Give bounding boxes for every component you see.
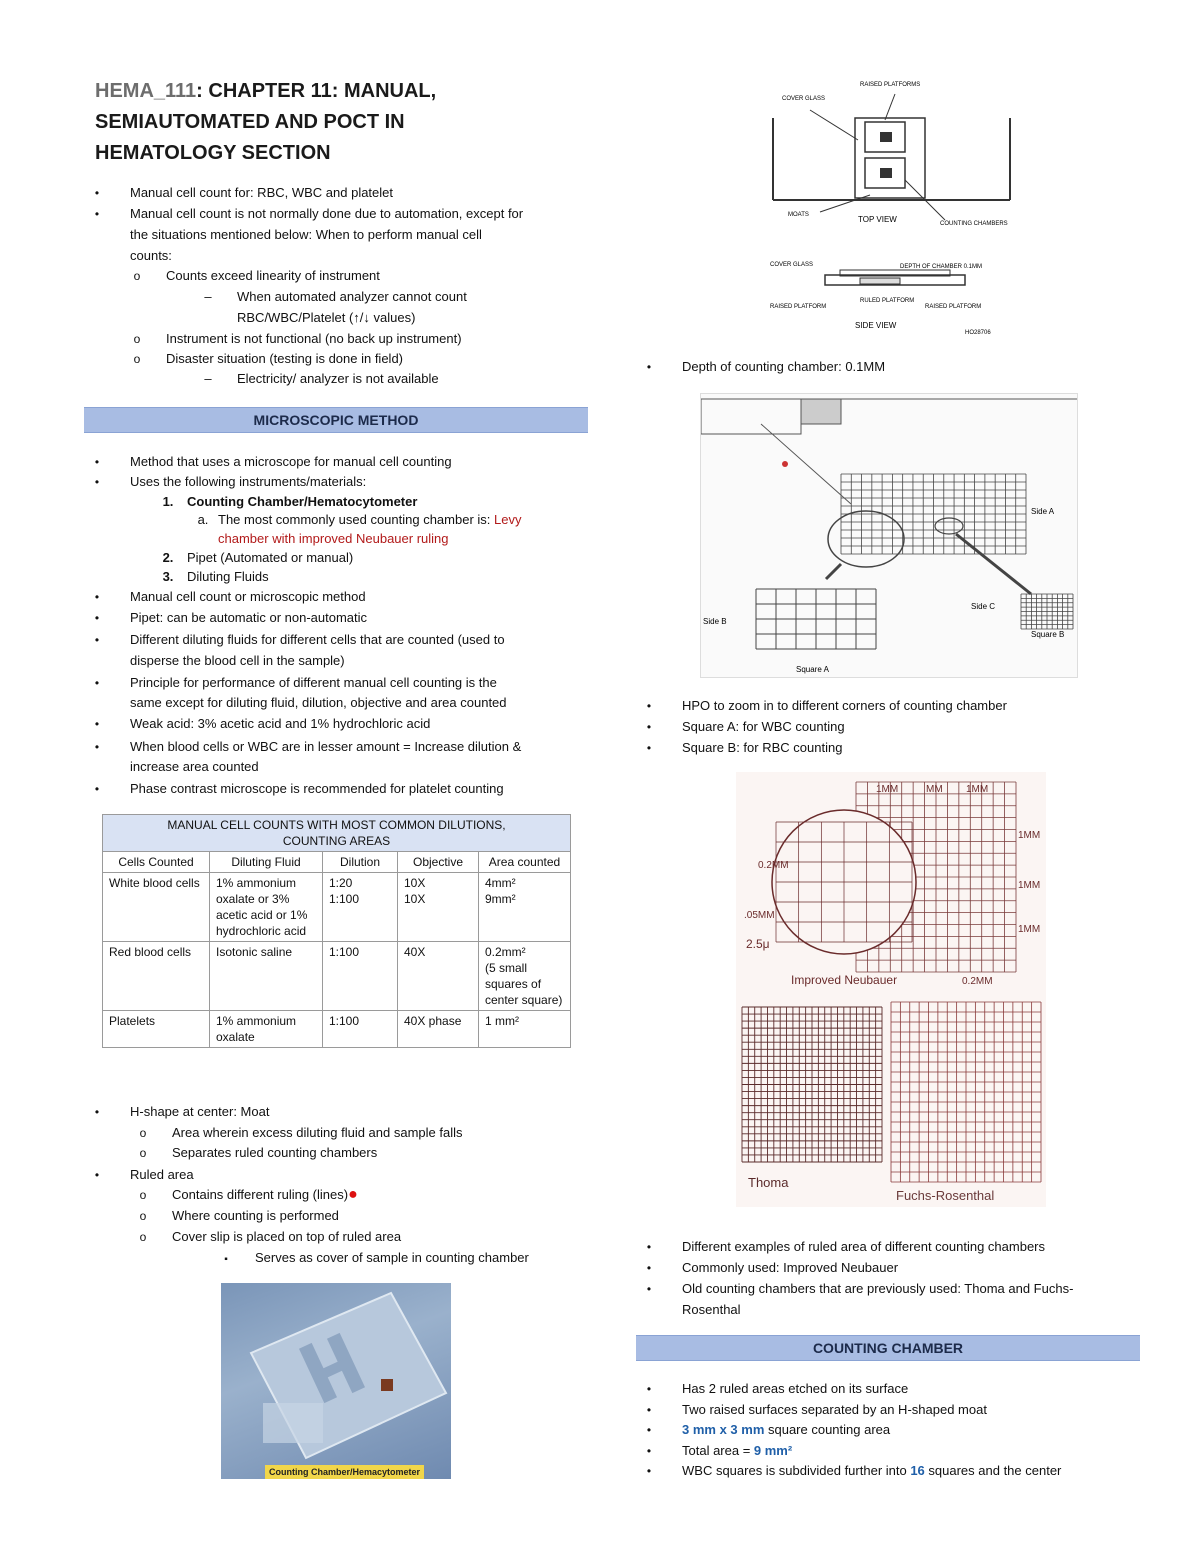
diagram-label: COUNTING CHAMBERS: [940, 221, 1008, 227]
bullet-icon: [642, 717, 656, 737]
list-item: [682, 696, 1007, 716]
main-grid: [841, 474, 1026, 554]
list-text: Electricity/ analyzer is not available: [237, 371, 439, 386]
column-header: Objective: [398, 852, 479, 873]
number-marker: 3.: [162, 569, 174, 584]
list-text: Manual cell count is not normally done due to automation, except for: [130, 206, 524, 221]
diagram-label: 1MM: [1018, 830, 1041, 841]
diagram-label: RAISED PLATFORMS: [860, 82, 921, 88]
diagram-label: 1MM: [1018, 924, 1041, 935]
list-text: Serves as cover of sample in counting chamber: [255, 1250, 529, 1265]
hemacytometer-slide-illustration: [221, 1283, 451, 1479]
hemacytometer-photo: [221, 1283, 451, 1479]
ruling-svg: [736, 772, 1046, 1207]
list-text: Diluting Fluids: [187, 569, 269, 584]
list-text: Phase contrast microscope is recommended for platelet counting: [130, 781, 504, 796]
bullet-icon: [642, 696, 656, 716]
table-cell: White blood cells: [103, 873, 210, 942]
list-text: The most commonly used counting chamber is:: [218, 512, 495, 527]
list-item-continued: [130, 246, 172, 266]
diagram-label: COVER GLASS: [782, 96, 826, 102]
list-text: square counting area: [764, 1422, 891, 1437]
highlight-text: 3 mm x 3 mm: [682, 1422, 765, 1437]
bullet-icon: [642, 1400, 656, 1420]
list-text: Old counting chambers that are previously used: Thoma and Fuchs-: [682, 1281, 1074, 1296]
bullet-icon: [642, 1379, 656, 1399]
list-text: Weak acid: 3% acetic acid and 1% hydrochloric acid: [130, 716, 431, 731]
photo-caption: Counting Chamber/Hemacytometer: [265, 1465, 424, 1479]
chamber-top-side-view-diagram: [770, 80, 1015, 340]
list-item: [130, 183, 393, 203]
bullet-icon: [90, 714, 104, 734]
bullet-icon: [642, 1420, 656, 1440]
table-cell: 1% ammonium oxalate: [210, 1011, 323, 1048]
list-item-continued: increase area counted: [130, 759, 259, 774]
list-text: Principle for performance of different manual cell counting is the: [130, 675, 497, 690]
list-text: Commonly used: Improved Neubauer: [682, 1260, 899, 1275]
list-text: When blood cells or WBC are in lesser amount = Increase dilution &: [130, 739, 522, 754]
column-header: Dilution: [323, 852, 398, 873]
list-item: [130, 472, 366, 492]
bullet-icon: [642, 1441, 656, 1461]
list-item: [682, 738, 842, 758]
diagram-label: 1MM: [876, 784, 899, 795]
bullet-icon: [90, 673, 104, 693]
list-text: Disaster situation (testing is done in field): [166, 351, 404, 366]
caption-line2: COUNTING AREAS: [282, 834, 391, 848]
ruling-comparison-diagram: [736, 772, 1046, 1207]
title-line2: SEMIAUTOMATED AND POCT IN: [95, 111, 405, 133]
table-cell: 0.2mm² (5 small squares of center square): [479, 942, 571, 1011]
list-text: When automated analyzer cannot count: [237, 289, 467, 304]
list-text: WBC squares is subdivided further into: [682, 1463, 911, 1478]
bullet-icon: [642, 738, 656, 758]
dash-bullet-icon: [201, 287, 215, 307]
bullet-icon: [90, 183, 104, 203]
highlight-text: Levy: [494, 512, 522, 527]
list-item: [682, 1379, 908, 1399]
bullet-icon: [90, 472, 104, 492]
list-text: squares and the center: [924, 1463, 1062, 1478]
table-cell: 10X 10X: [398, 873, 479, 942]
diagram-label: Improved Neubauer: [791, 973, 898, 987]
table-cell: Platelets: [103, 1011, 210, 1048]
caption-line1: MANUAL CELL COUNTS WITH MOST COMMON DILUTIONS,: [167, 818, 506, 832]
dash-bullet-icon: [201, 369, 215, 389]
list-text: Separates ruled counting chambers: [172, 1145, 378, 1160]
list-item: [130, 673, 497, 693]
highlight-text: 16: [910, 1463, 925, 1478]
diagram-label: SIDE VIEW: [855, 321, 897, 330]
diagram-label: MOATS: [788, 212, 809, 218]
table-cell: Red blood cells: [103, 942, 210, 1011]
list-item-continued: same except for diluting fluid, dilution, objective and area counted: [130, 695, 507, 710]
square-bullet-icon: [219, 1248, 233, 1270]
lettered-item-continued: chamber with improved Neubauer ruling: [218, 531, 449, 546]
list-item: [166, 349, 403, 369]
diagram-label: .05MM: [744, 910, 775, 921]
list-item: [130, 779, 504, 799]
diagram-label: Fuchs-Rosenthal: [896, 1188, 995, 1203]
list-item: [682, 1441, 792, 1461]
diagram-label: Thoma: [748, 1175, 789, 1190]
list-item: [237, 287, 467, 307]
list-text: Manual cell count or microscopic method: [130, 589, 366, 604]
list-text: Area wherein excess diluting fluid and sample falls: [172, 1125, 463, 1140]
bullet-icon: [90, 779, 104, 799]
column-header: Area counted: [479, 852, 571, 873]
list-text: Counting Chamber/Hematocytometer: [187, 494, 418, 509]
diagram-label: Side A: [1031, 507, 1055, 516]
letter-marker: a.: [197, 512, 209, 527]
list-item: [130, 630, 505, 650]
diagram-label: Square A: [796, 665, 829, 674]
bullet-icon: [90, 452, 104, 472]
red-dot-mark: ●: [348, 1186, 358, 1203]
document-title: [95, 76, 595, 169]
list-item: [130, 714, 430, 734]
list-text: H-shape at center: Moat: [130, 1104, 270, 1119]
circle-bullet-icon: [130, 349, 144, 369]
list-item: [237, 369, 439, 389]
list-text: Method that uses a microscope for manual cell counting: [130, 454, 452, 469]
diagram-label: Side C: [971, 602, 996, 611]
list-item: [130, 1102, 269, 1122]
table-row: [103, 873, 571, 942]
diagram-label: RAISED PLATFORM: [770, 304, 827, 310]
list-item: [172, 1206, 339, 1226]
highlight-text: 9 mm²: [753, 1443, 793, 1458]
list-item: [166, 266, 380, 286]
diagram-label: 0.2MM: [962, 976, 993, 987]
diagram-label: COVER GLASS: [770, 262, 814, 268]
list-text: Pipet (Automated or manual): [187, 550, 354, 565]
list-item: [130, 587, 366, 607]
list-item: [172, 1185, 358, 1205]
list-text: Cover slip is placed on top of ruled area: [172, 1229, 402, 1244]
table-cell: 40X phase: [398, 1011, 479, 1048]
diagram-label: 1MM: [1018, 880, 1041, 891]
list-item-continued: [237, 308, 415, 328]
list-text: Ruled area: [130, 1167, 194, 1182]
bullet-icon: [90, 1102, 104, 1122]
list-item: [682, 1400, 987, 1420]
diagram-label: 1MM: [966, 784, 989, 795]
list-text: Has 2 ruled areas etched on its surface: [682, 1381, 909, 1396]
list-item: [682, 1420, 890, 1440]
list-item: [172, 1227, 401, 1247]
list-item: [682, 1258, 898, 1278]
table-cell: 40X: [398, 942, 479, 1011]
list-text: counts:: [130, 248, 172, 263]
section-heading-counting-chamber: COUNTING CHAMBER: [636, 1335, 1140, 1361]
lettered-item: [197, 510, 522, 530]
circle-bullet-icon: [136, 1185, 150, 1205]
diagram-label: Square B: [1031, 630, 1065, 639]
list-text: RBC/WBC/Platelet (↑/↓ values): [237, 310, 416, 325]
list-item: [682, 717, 845, 737]
diagram-label: TOP VIEW: [858, 215, 897, 224]
list-item: [130, 1165, 194, 1185]
list-text: Instrument is not functional (no back up instrument): [166, 331, 462, 346]
bullet-icon: [642, 1258, 656, 1278]
table-cell: 1:100: [323, 1011, 398, 1048]
table-row: [103, 942, 571, 1011]
bullet-icon: [642, 1279, 656, 1299]
list-text: Manual cell count for: RBC, WBC and platelet: [130, 185, 394, 200]
circle-bullet-icon: [130, 266, 144, 286]
bullet-icon: [642, 357, 656, 377]
bullet-icon: [90, 587, 104, 607]
fuchs-rosenthal-grid: [891, 1002, 1041, 1182]
list-item: [682, 1461, 1061, 1481]
column-header: Diluting Fluid: [210, 852, 323, 873]
list-text: Square B: for RBC counting: [682, 740, 843, 755]
list-text: Different examples of ruled area of different counting chambers: [682, 1239, 1046, 1254]
numbered-item: [162, 567, 269, 587]
bullet-icon: [90, 1165, 104, 1185]
circle-bullet-icon: [136, 1143, 150, 1163]
numbered-item: [162, 492, 418, 512]
diagram-label: Side B: [703, 617, 727, 626]
list-item: [130, 204, 523, 224]
diagram-label: HO28706: [965, 330, 991, 336]
square-a-grid: [756, 589, 876, 649]
list-item: [130, 737, 521, 757]
title-line3: HEMATOLOGY SECTION: [95, 142, 331, 164]
thoma-grid: [742, 1007, 882, 1162]
chamber-diagram-svg: [770, 80, 1015, 340]
table-caption: [103, 815, 571, 852]
cell-count-table: [102, 814, 571, 1048]
list-text: Uses the following instruments/materials:: [130, 474, 367, 489]
table-row: [103, 1011, 571, 1048]
table-header-row: [103, 852, 571, 873]
diagram-label: 2.5μ: [746, 937, 770, 951]
list-text: HPO to zoom in to different corners of counting chamber: [682, 698, 1007, 713]
list-text: Where counting is performed: [172, 1208, 339, 1223]
list-item: [130, 452, 452, 472]
list-item: [682, 357, 885, 377]
list-item: [682, 1279, 1073, 1299]
list-text: Depth of counting chamber: 0.1MM: [682, 359, 886, 374]
bullet-icon: [90, 630, 104, 650]
list-item-continued: [130, 225, 482, 245]
list-text: Different diluting fluids for different cells that are counted (used to: [130, 632, 505, 647]
diagram-label: RAISED PLATFORM: [925, 304, 982, 310]
square-b-grid: [1021, 594, 1073, 629]
grid-zoom-svg: [701, 394, 1077, 677]
table-cell: 1:20 1:100: [323, 873, 398, 942]
list-text: Two raised surfaces separated by an H-shaped moat: [682, 1402, 987, 1417]
list-item: [682, 1237, 1045, 1257]
table-cell: 1:100: [323, 942, 398, 1011]
list-item: [166, 329, 462, 349]
list-item-continued: disperse the blood cell in the sample): [130, 653, 345, 668]
list-text: the situations mentioned below: When to perform manual cell: [130, 227, 482, 242]
diagram-label: 0.2MM: [758, 860, 789, 871]
column-header: Cells Counted: [103, 852, 210, 873]
list-text: Counts exceed linearity of instrument: [166, 268, 380, 283]
list-item: [255, 1248, 529, 1268]
diagram-label: RULED PLATFORM: [860, 298, 915, 304]
number-marker: 2.: [162, 550, 174, 565]
circle-bullet-icon: [136, 1206, 150, 1226]
bullet-icon: [642, 1461, 656, 1481]
course-code: HEMA_111: [95, 80, 197, 102]
numbered-item: [162, 548, 354, 568]
list-item: [172, 1123, 463, 1143]
bullet-icon: [90, 608, 104, 628]
diagram-label: MM: [926, 784, 943, 795]
number-marker: 1.: [162, 494, 174, 509]
counting-grid-zoom-diagram: [700, 393, 1078, 678]
bullet-icon: [642, 1237, 656, 1257]
list-item-continued: Rosenthal: [682, 1302, 741, 1317]
list-item: [130, 608, 367, 628]
circle-bullet-icon: [130, 329, 144, 349]
list-text: Square A: for WBC counting: [682, 719, 845, 734]
list-text: Total area =: [682, 1443, 754, 1458]
circle-bullet-icon: [136, 1123, 150, 1143]
list-item: [172, 1143, 377, 1163]
table-cell: 1 mm²: [479, 1011, 571, 1048]
table-cell: 4mm² 9mm²: [479, 873, 571, 942]
title-line1: : CHAPTER 11: MANUAL,: [196, 80, 437, 102]
table-cell: Isotonic saline: [210, 942, 323, 1011]
circle-bullet-icon: [136, 1227, 150, 1247]
diagram-label: DEPTH OF CHAMBER 0.1MM: [900, 264, 983, 270]
list-text: Contains different ruling (lines): [172, 1187, 349, 1202]
table-cell: 1% ammonium oxalate or 3% acetic acid or 1% hydrochloric acid: [210, 873, 323, 942]
section-heading-microscopic: MICROSCOPIC METHOD: [84, 407, 588, 433]
bullet-icon: [90, 737, 104, 757]
bullet-icon: [90, 204, 104, 224]
list-text: Pipet: can be automatic or non-automatic: [130, 610, 368, 625]
